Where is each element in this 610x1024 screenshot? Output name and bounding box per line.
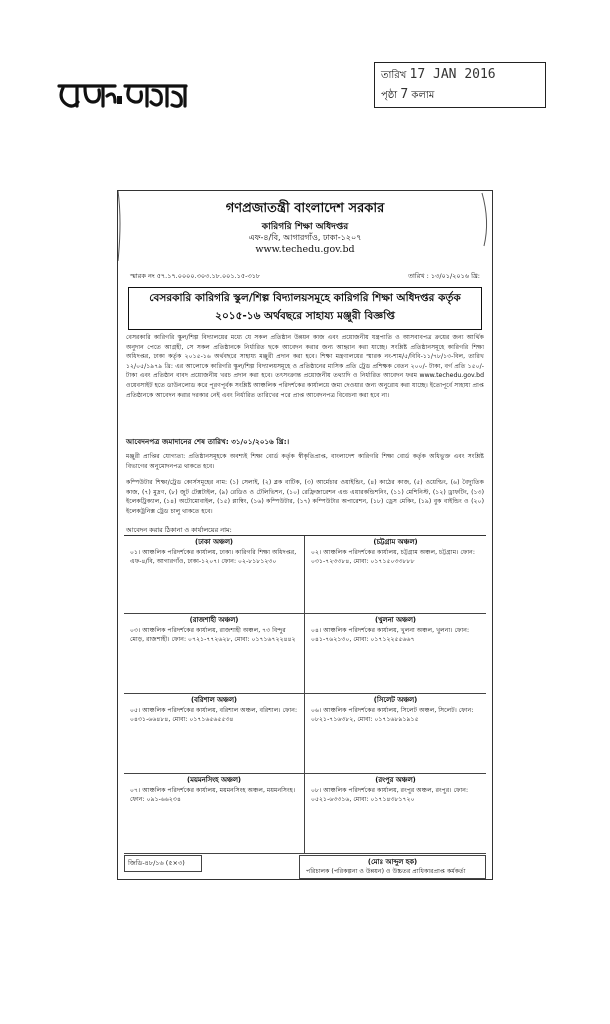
office-text: ০১। আঞ্চলিক পরিদর্শকের কার্যালয়, ঢাকা। কারিগরি শিক্ষা অধিদপ্তর, এফ-৪/বি, আগারগাঁও, ঢাকা-১২০৭। ফোন: ০২-৮১৮১২৩০ xyxy=(130,549,297,565)
department-address: এফ-৪/বি, আগারগাঁও, ঢাকা-১২০৭ xyxy=(248,233,362,242)
stamp-date-label: তারিখ xyxy=(381,70,407,81)
office-zone: (সিলেট অঞ্চল) xyxy=(373,696,418,704)
office-cell xyxy=(305,536,486,614)
office-cell xyxy=(124,774,305,854)
department-website: www.techedu.gov.bd xyxy=(255,244,355,255)
newspaper-name xyxy=(55,74,190,114)
office-zone: (রাজশাহী অঞ্চল) xyxy=(189,616,239,624)
signatory-name: (মোঃ আব্দুল হক) xyxy=(367,858,418,866)
signatory-designation: পরিচালক (পরিকল্পনা ও উন্নয়ন) ও উচ্চতর প্রাধিকারপ্রাপ্ত কর্মকর্তা xyxy=(306,868,466,875)
office-cell xyxy=(124,614,305,694)
apply-offices-heading: আবেদন করার ঠিকানা ও কার্যালয়ের নাম: xyxy=(126,526,232,534)
office-zone: (ময়মনসিংহ অঞ্চল) xyxy=(186,776,241,784)
clipping-date-stamp xyxy=(374,62,546,108)
notice-heading-line1: বেসরকারি কারিগরি স্কুল/শিল্প বিদ্যালয়সমূহে কারিগরি শিক্ষা অধিদপ্তর কর্তৃক xyxy=(149,292,461,304)
stamp-page-label: পৃষ্ঠা xyxy=(381,90,398,101)
memo-number: স্মারক নং ৫৭.১৭.০০০০.৩০৩.১৮.০০১.১৫-৩১৮ xyxy=(130,272,261,280)
notice-paragraph-3: কম্পিউটার শিক্ষা/ট্রেড কোর্সসমূহের নাম: (১) সেলাই, (২) ব্লক বাটিক, (৩) আর্মেচার ওয়াইন্ডিং, (৪) কাঠের কাজ, (৫) ওয়েল্ডিং, (৬) বৈদ্যুতিক কাজ, (৭) মুদ্রণ, (৮) জুট টেক্সটাইল, (৯) রেডিও ও টেলিভিশন, (১০) রেফ্রিজারেশন এন্ড এয়ারকন্ডিশনিং, (১১) মেশিনিস্ট, (১২) ড্রাফটিং, (১৩) ইলেকট্রিক্যাল, (১৪) অটোমোবাইল, (১৫) প্লাম্বিং, (১৬) কম্পিউটার, (১৭) কম্পিউটার অপারেশন, (১৮) ড্রেস মেকিং, (১৯) বুক বাইন্ডিং ও (২০) ইলেকট্রনিক্স ট্রেড চালু থাকতে হবে। xyxy=(126,479,484,515)
notice-paragraph-2: মঞ্জুরী প্রাপ্তির যোগ্যতা: প্রতিষ্ঠানসমূহকে অবশ্যই শিক্ষা বোর্ড কর্তৃক স্বীকৃতিপ্রাপ্ত, বাংলাদেশ কারিগরি শিক্ষা বোর্ড কর্তৃক অধিভুক্ত এবং সংশ্লিষ্ট বিভাগের অনুমোদনপত্র থাকতে হবে। xyxy=(126,453,484,470)
signatory-box xyxy=(299,855,486,879)
stamp-page-value: 7 xyxy=(400,87,409,102)
notice-heading-line2: ২০১৫-১৬ অর্থবছরে সাহায্য মঞ্জুরী বিজ্ঞপ্তি xyxy=(215,310,395,322)
govt-notice xyxy=(117,190,493,880)
office-text: ০৬। আঞ্চলিক পরিদর্শকের কার্যালয়, সিলেট অঞ্চল, সিলেট। ফোন: ০৮২১-৭১৬৩৮২, মোবা: ০১৭১৬৮৯১৯১৫ xyxy=(311,707,474,723)
notice-heading xyxy=(128,287,482,330)
department-name: কারিগরি শিক্ষা অধিদপ্তর xyxy=(261,222,349,232)
office-cell xyxy=(305,774,486,854)
office-cell xyxy=(305,694,486,774)
office-zone: (চট্টগ্রাম অঞ্চল) xyxy=(373,538,418,546)
office-cell xyxy=(305,614,486,694)
government-title: গণপ্রজাতন্ত্রী বাংলাদেশ সরকার xyxy=(225,201,385,216)
office-zone: (বরিশাল অঞ্চল) xyxy=(191,696,237,704)
office-cell xyxy=(124,536,305,614)
office-text: ০৮। আঞ্চলিক পরিদর্শকের কার্যালয়, রংপুর অঞ্চল, রংপুর। ফোন: ০৫২১-৬৩৩১৬, মোবা: ০১৭১৪৩৮১৭২০ xyxy=(311,787,469,803)
submission-deadline: আবেদনপত্র জমাদানের শেষ তারিখ: ৩১/০১/২০১৬ খ্রি:। xyxy=(126,437,290,446)
advertisement-code: জিডি-৪৮/১৬ (৫×৩) xyxy=(124,855,202,872)
office-zone: (খুলনা অঞ্চল) xyxy=(374,616,417,624)
office-text: ০২। আঞ্চলিক পরিদর্শকের কার্যালয়, চট্টগ্রাম অঞ্চল, চট্টগ্রাম। ফোন: ০৩১-৭২৩৩৮৪, মোবা: ০১৭১৫০৩৩৮৮৮ xyxy=(311,549,475,565)
office-text: ০৫। আঞ্চলিক পরিদর্শকের কার্যালয়, বরিশাল অঞ্চল, বরিশাল। ফোন: ০৪৩১-৬৬৪৮৪, মোবা: ০১৭১৬৫৬৫৫৩৪ xyxy=(130,707,298,723)
stamp-date-value: 17 JAN 2016 xyxy=(409,67,496,82)
stamp-column-label: কলাম xyxy=(411,90,435,101)
office-zone: (রংপুর অঞ্চল) xyxy=(375,776,416,784)
office-text: ০৪। আঞ্চলিক পরিদর্শকের কার্যালয়, খুলনা অঞ্চল, খুলনা। ফোন: ০৪১-৭৬২১৩০, মোবা: ০১৭১২২৫৫৬৬৭ xyxy=(311,627,470,643)
notice-paragraph-1: বেসরকারি কারিগরি স্কুল/শিল্প বিদ্যালয়ের মধ্যে যে সকল প্রতিষ্ঠান উন্নয়ন কাজ এবং প্রয়োজনীয় যন্ত্রপাতি ও আসবাবপত্র ক্রয়ের জন্য আর্থিক অনুদান পেতে আগ্রহী, সে সকল প্রতিষ্ঠানকে নির্ধারিত ছকে আবেদন করার জন্য আহ্বান করা যাচ্ছে। সংশ্লিষ্ট প্রতিষ্ঠানসমূহে কারিগরি শিক্ষা অধিদপ্তর, ঢাকা কর্তৃক ২০১৫-১৬ অর্থবছরে সাহায্য মঞ্জুরী প্রদান করা হবে। শিক্ষা মন্ত্রণালয়ের স্মারক নং-শাম/৫/বিবি-১১/৭৮/১৩-বিল, তারিখ ১২/০৫/১৯৭৯ খ্রি: এর আলোকে কারিগরি স্কুল/শিল্প বিদ্যালয়সমূহে ও প্রতিষ্ঠানের মাসিক প্রতি ট্রেড প্রশিক্ষক বেতন ২০০/- টাকা, বর্গ প্রতি ১৫০/- টাকা এবং প্রতিষ্ঠান বাবদ প্রয়োজনীয় খরচ প্রদান করা হবে। তৎসংক্রান্ত প্রয়োজনীয় তথ্যাদি ও নির্ধারিত আবেদন ফরম www.techedu.gov.bd ওয়েবসাইট হতে ডাউনলোড করে পূরণপূর্বক সংশ্লিষ্ট আঞ্চলিক পরিদর্শকের কার্যালয়ে জমা দেওয়ার জন্য অনুরোধ করা যাচ্ছে। ইতোপূর্বে সাহায্য প্রাপ্ত প্রতিষ্ঠানকে আবেদন করার দরকার নেই এবং নির্ধারিত তারিখের পরে প্রাপ্ত আবেদনপত্র বিবেচনা করা হবে না। xyxy=(126,334,484,399)
office-text: ০৩। আঞ্চলিক পরিদর্শকের কার্যালয়, রাজশাহী অঞ্চল, ৭৩ বিন্দুর মোড়, রাজশাহী। ফোন: ০৭২১-৭৭২৬২৮, মোবা: ০১৭১৬৭২২৪৪২ xyxy=(130,627,296,643)
notice-date: তারিখ : ১৩/০১/২০১৬ খ্রি: xyxy=(408,272,480,280)
regional-offices-table xyxy=(124,535,486,854)
office-cell xyxy=(124,694,305,774)
newspaper-masthead xyxy=(55,74,190,114)
office-zone: (ঢাকা অঞ্চল) xyxy=(194,538,233,546)
stamp-page-row xyxy=(381,87,434,105)
stamp-date-row xyxy=(381,67,496,85)
office-text: ০৭। আঞ্চলিক পরিদর্শকের কার্যালয়, ময়মনসিংহ অঞ্চল, ময়মনসিংহ। ফোন: ০৯১-৬৬২৩৪ xyxy=(130,787,296,803)
